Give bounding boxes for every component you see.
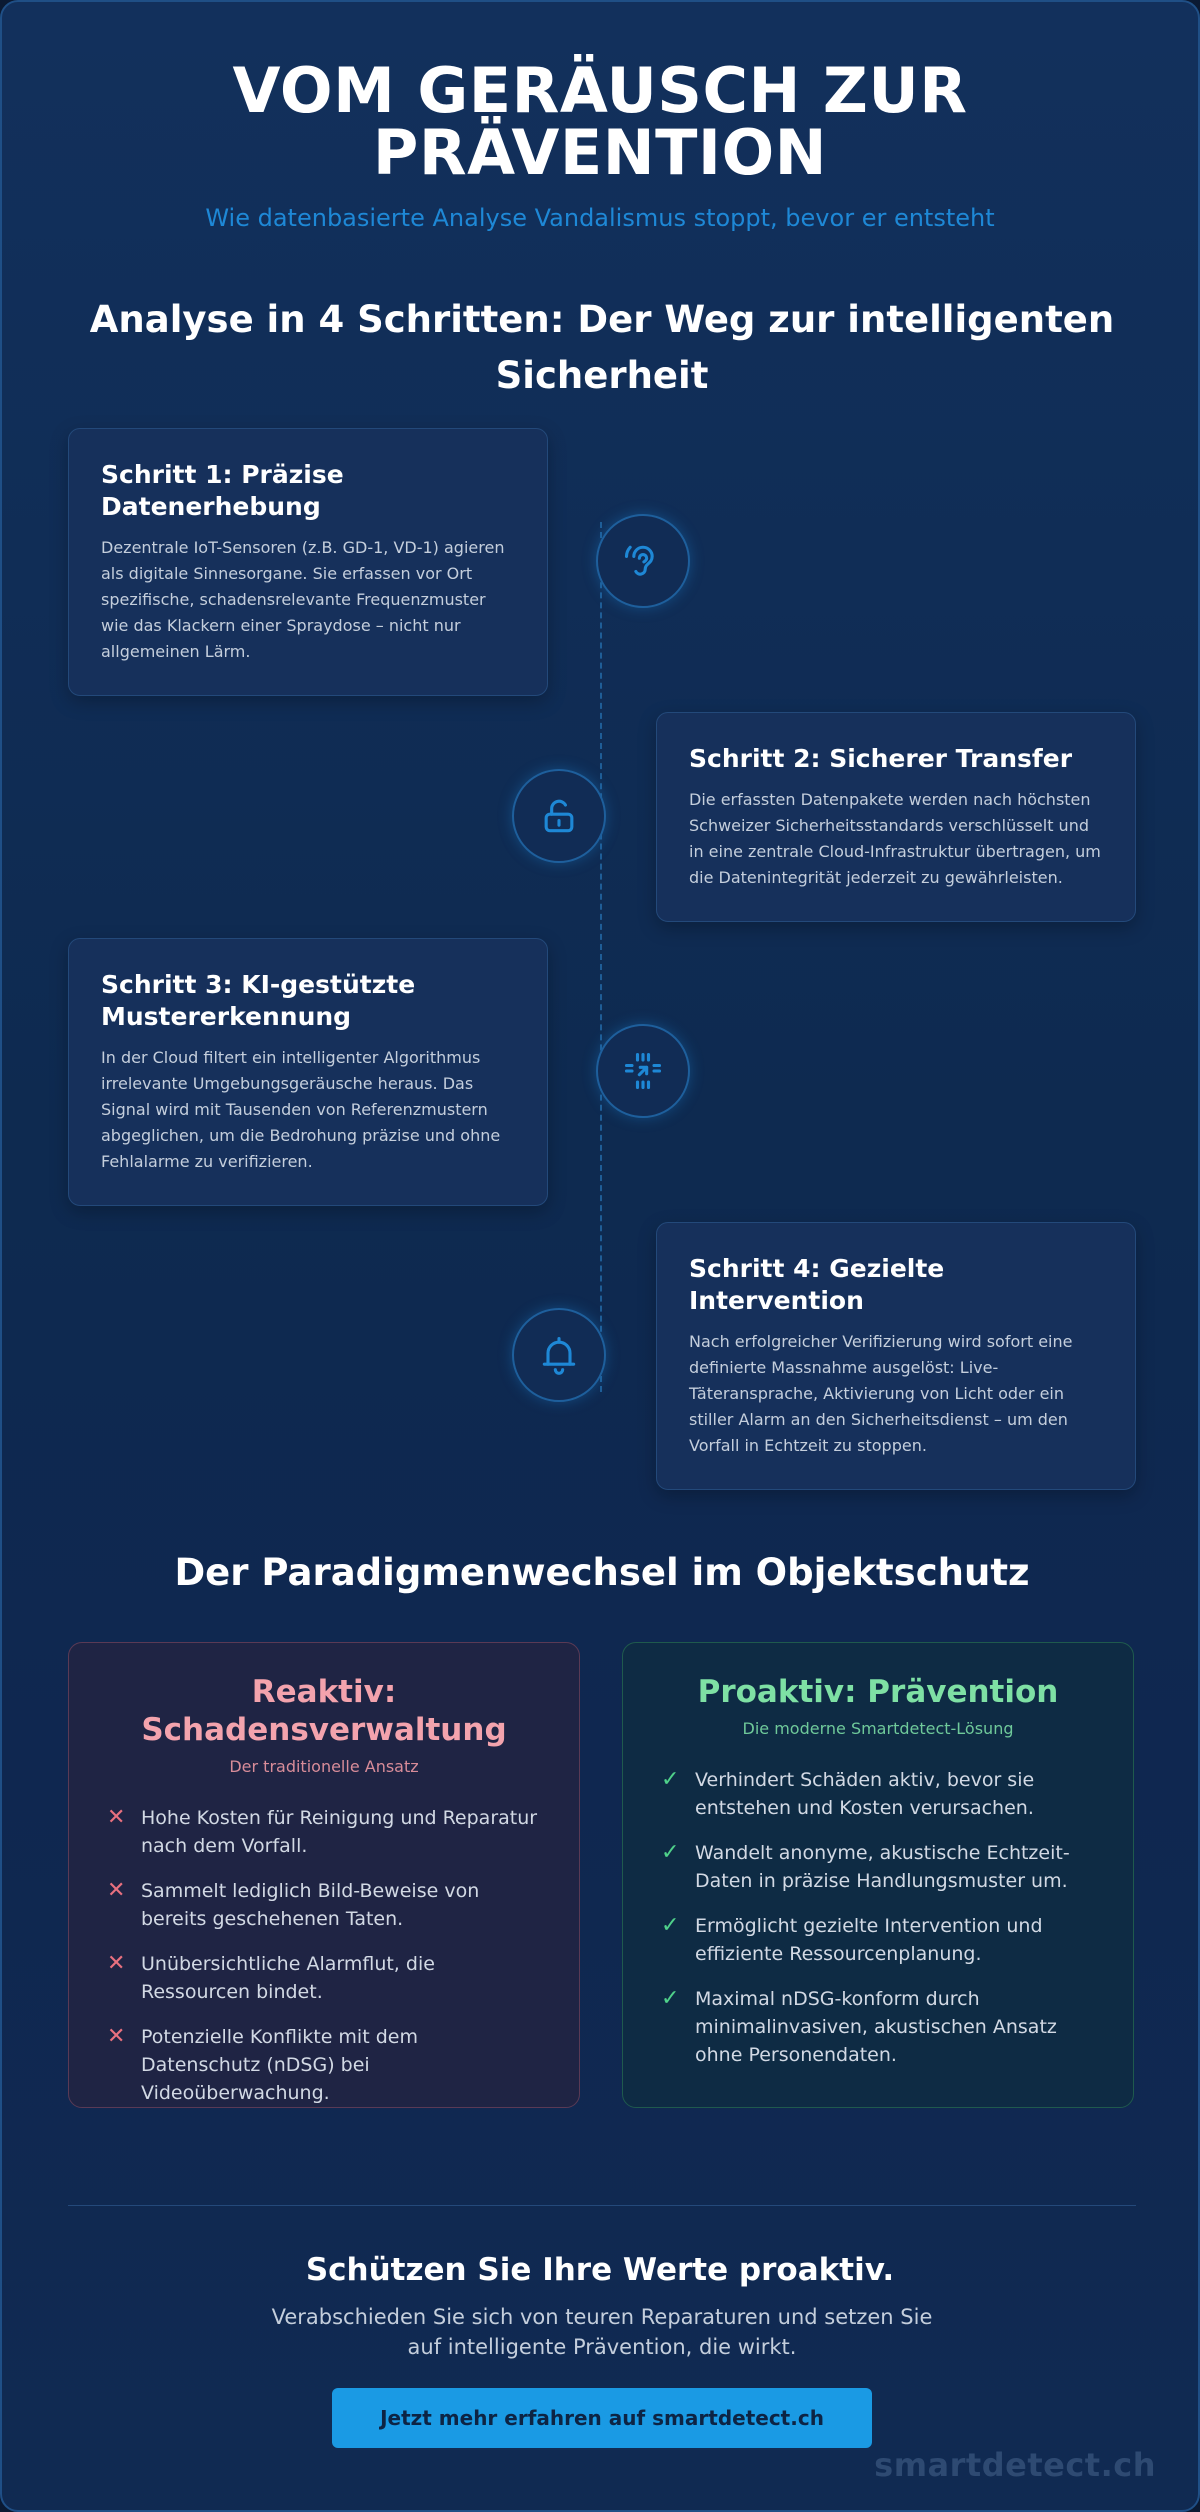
list-item-text: Maximal nDSG-konform durch minimalinvasiven, akustischen Ansatz ohne Personendaten. bbox=[695, 1988, 1057, 2066]
chip-icon bbox=[596, 1024, 690, 1118]
check-icon: ✓ bbox=[661, 1986, 680, 2011]
list-item-text: Sammelt lediglich Bild-Beweise von bereits geschehenen Taten. bbox=[141, 1880, 480, 1930]
list-item-text: Unübersichtliche Alarmflut, die Ressourcen bindet. bbox=[141, 1953, 435, 2003]
check-icon: ✓ bbox=[661, 1767, 680, 1792]
main-title bbox=[2, 54, 1198, 189]
cta-title: Schützen Sie Ihre Werte proaktiv. bbox=[305, 2252, 895, 2288]
comparison-section-title: Der Paradigmenwechsel im Objektschutz bbox=[174, 1551, 1030, 1594]
list-item-text: Verhindert Schäden aktiv, bevor sie entstehen und Kosten verursachen. bbox=[695, 1769, 1035, 1819]
list-item bbox=[659, 1985, 1097, 2069]
step-text: In der Cloud filtert ein intelligenter Algorithmus irrelevante Umgebungsgeräusche heraus. Das Signal wird mit Tausenden von Referenzmustern abgeglichen, um die Bedrohung präzise und ohne Fehlalarme zu verifizieren. bbox=[101, 1048, 501, 1171]
lock-icon bbox=[512, 769, 606, 863]
subtitle: Wie datenbasierte Analyse Vandalismus stoppt, bevor er entsteht bbox=[205, 204, 995, 232]
reactive-subheading: Der traditionelle Ansatz bbox=[229, 1757, 419, 1776]
cross-icon: ✕ bbox=[107, 2024, 126, 2049]
ear-icon bbox=[596, 514, 690, 608]
main-title-line2: PRÄVENTION bbox=[372, 116, 828, 189]
watermark: smartdetect.ch bbox=[874, 2446, 1156, 2484]
cross-icon: ✕ bbox=[107, 1805, 126, 1830]
list-item bbox=[659, 1839, 1097, 1895]
step-text: Die erfassten Datenpakete werden nach höchsten Schweizer Sicherheitsstandards verschlüsselt und in eine zentrale Cloud-Infrastruktur übertragen, um die Datenintegrität jederzeit zu gewährleisten. bbox=[689, 790, 1101, 887]
reactive-heading-line2: Schadensverwaltung bbox=[141, 1712, 507, 1748]
proactive-heading: Proaktiv: Prävention bbox=[697, 1674, 1059, 1710]
list-item-text: Ermöglicht gezielte Intervention und effiziente Ressourcenplanung. bbox=[695, 1915, 1043, 1965]
proactive-card bbox=[622, 1642, 1134, 2108]
list-item-text: Wandelt anonyme, akustische Echtzeit-Daten in präzise Handlungsmuster um. bbox=[695, 1842, 1070, 1892]
step-title: Schritt 1: Präzise Datenerhebung bbox=[101, 460, 344, 521]
cross-icon: ✕ bbox=[107, 1878, 126, 1903]
step-card-4 bbox=[656, 1222, 1136, 1490]
cta-button[interactable]: Jetzt mehr erfahren auf smartdetect.ch bbox=[332, 2388, 872, 2448]
list-item bbox=[659, 1912, 1097, 1968]
step-card-2 bbox=[656, 712, 1136, 922]
cta-text: Verabschieden Sie sich von teuren Reparaturen und setzen Sie auf intelligente Prävention, die wirkt. bbox=[271, 2305, 933, 2359]
list-item bbox=[105, 1950, 543, 2006]
bell-icon bbox=[512, 1308, 606, 1402]
step-title: Schritt 4: Gezielte Intervention bbox=[689, 1254, 945, 1315]
step-title: Schritt 3: KI-gestützte Mustererkennung bbox=[101, 970, 416, 1031]
step-title: Schritt 2: Sicherer Transfer bbox=[689, 744, 1073, 773]
check-icon: ✓ bbox=[661, 1840, 680, 1865]
proactive-subheading: Die moderne Smartdetect-Lösung bbox=[742, 1719, 1014, 1738]
main-title-line1: VOM GERÄUSCH ZUR bbox=[232, 54, 968, 127]
process-section-title bbox=[82, 292, 1122, 404]
check-icon: ✓ bbox=[661, 1913, 680, 1938]
list-item bbox=[105, 1877, 543, 1933]
step-text: Dezentrale IoT-Sensoren (z.B. GD-1, VD-1) agieren als digitale Sinnesorgane. Sie erfassen vor Ort spezifische, schadensrelevante Frequenzmuster wie das Klackern einer Spraydose – nicht nur allgemeinen Lärm. bbox=[101, 538, 505, 661]
reactive-heading bbox=[105, 1673, 543, 1749]
process-title-line1: Analyse in 4 Schritten: Der Weg zur intelligenten bbox=[89, 298, 1115, 341]
list-item-text: Potenzielle Konflikte mit dem Datenschutz (nDSG) bei Videoüberwachung. bbox=[141, 2026, 418, 2104]
section-divider bbox=[68, 2205, 1136, 2206]
step-card-1 bbox=[68, 428, 548, 696]
step-card-3 bbox=[68, 938, 548, 1206]
cross-icon: ✕ bbox=[107, 1951, 126, 1976]
list-item bbox=[105, 2023, 543, 2107]
process-title-line2: Sicherheit bbox=[495, 354, 709, 397]
step-text: Nach erfolgreicher Verifizierung wird sofort eine definierte Massnahme ausgelöst: Live-Täteransprache, Aktivierung von Licht oder ein stiller Alarm an den Sicherheitsdienst – um den Vorfall in Echtzeit zu stoppen. bbox=[689, 1332, 1073, 1455]
reactive-card bbox=[68, 1642, 580, 2108]
timeline-line bbox=[600, 522, 602, 1392]
list-item bbox=[659, 1766, 1097, 1822]
reactive-heading-line1: Reaktiv: bbox=[251, 1674, 397, 1710]
list-item bbox=[105, 1804, 543, 1860]
list-item-text: Hohe Kosten für Reinigung und Reparatur nach dem Vorfall. bbox=[141, 1807, 538, 1857]
